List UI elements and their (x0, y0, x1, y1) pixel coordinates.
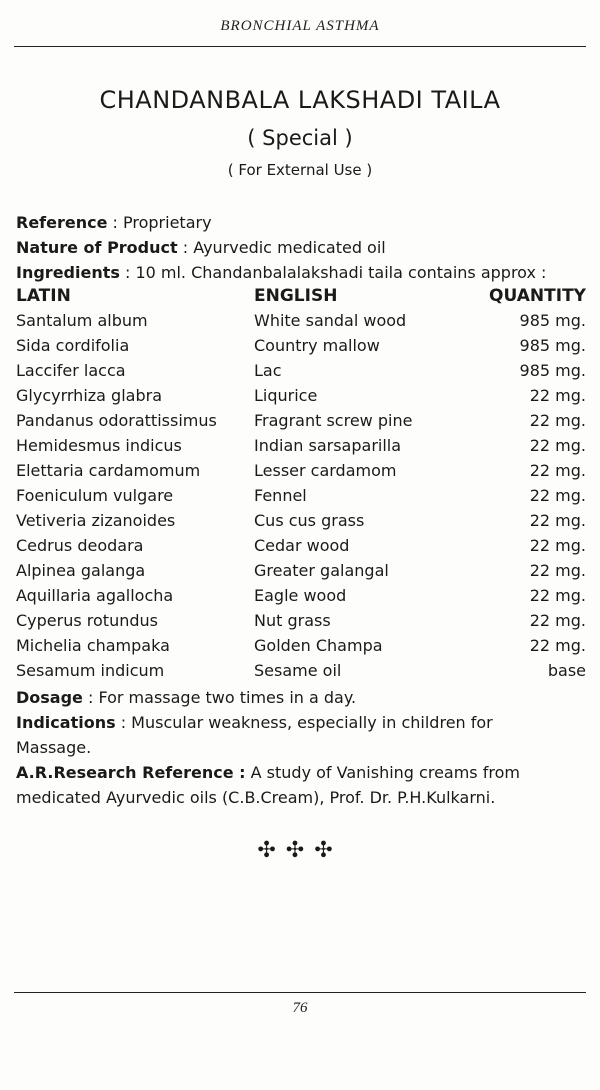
dosage-label: Dosage (16, 688, 83, 707)
latin-name: Alpinea galanga (16, 561, 146, 580)
english-name: White sandal wood (254, 311, 407, 330)
english-name: Fennel (254, 486, 307, 505)
quantity: 22 mg. (529, 636, 586, 655)
bottom-rule (14, 992, 586, 993)
table-row (16, 461, 586, 486)
quantity: 22 mg. (529, 611, 586, 630)
table-row (16, 586, 586, 611)
page-subtitle: ( Special ) (247, 126, 353, 150)
nature-label: Nature of Product (16, 238, 178, 257)
research-line (16, 763, 520, 782)
page-number: 76 (292, 1000, 308, 1016)
ingredients-line (16, 263, 546, 282)
ingredients-label: Ingredients (16, 263, 120, 282)
quantity: 22 mg. (529, 461, 586, 480)
latin-name: Michelia champaka (16, 636, 170, 655)
latin-name: Cyperus rotundus (16, 611, 158, 630)
nature-line (16, 238, 386, 257)
quantity: 22 mg. (529, 536, 586, 555)
english-name: Fragrant screw pine (254, 411, 413, 430)
header-latin: LATIN (16, 286, 71, 306)
quantity: 22 mg. (529, 511, 586, 530)
reference-value: : Proprietary (107, 213, 212, 232)
latin-name: Glycyrrhiza glabra (16, 386, 162, 405)
english-name: Indian sarsaparilla (254, 436, 402, 455)
quantity: 985 mg. (519, 336, 586, 355)
dosage-value: : For massage two times in a day. (82, 688, 357, 707)
usage-note: ( For External Use ) (227, 161, 373, 179)
research-label: A.R.Research Reference : (16, 763, 246, 782)
reference-label: Reference (16, 213, 108, 232)
table-row (16, 486, 586, 511)
table-row (16, 561, 586, 586)
table-row (16, 436, 586, 461)
latin-name: Hemidesmus indicus (16, 436, 182, 455)
indications-line (16, 713, 493, 732)
english-name: Nut grass (254, 611, 331, 630)
table-row (16, 386, 586, 411)
quantity: 22 mg. (529, 486, 586, 505)
latin-name: Elettaria cardamomum (16, 461, 201, 480)
latin-name: Sesamum indicum (16, 661, 165, 680)
english-name: Lac (254, 361, 282, 380)
latin-name: Cedrus deodara (16, 536, 144, 555)
ingredients-table (16, 286, 586, 686)
header-quantity: QUANTITY (489, 286, 586, 306)
table-row (16, 411, 586, 436)
english-name: Eagle wood (254, 586, 347, 605)
english-name: Lesser cardamom (254, 461, 397, 480)
running-head: BRONCHIAL ASTHMA (220, 18, 380, 34)
quantity: 22 mg. (529, 586, 586, 605)
quantity: 22 mg. (529, 561, 586, 580)
english-name: Cedar wood (254, 536, 350, 555)
table-row (16, 361, 586, 386)
ornament-divider: ✣✣✣ (257, 838, 343, 863)
english-name: Country mallow (254, 336, 380, 355)
top-rule (14, 46, 586, 47)
quantity: base (547, 661, 586, 680)
latin-name: Foeniculum vulgare (16, 486, 174, 505)
ingredients-value: : 10 ml. Chandanbalalakshadi taila contains approx : (119, 263, 547, 282)
table-header-row (16, 286, 586, 311)
latin-name: Laccifer lacca (16, 361, 126, 380)
table-row (16, 611, 586, 636)
page-title: CHANDANBALA LAKSHADI TAILA (99, 86, 501, 114)
english-name: Cus cus grass (254, 511, 365, 530)
quantity: 985 mg. (519, 361, 586, 380)
quantity: 985 mg. (519, 311, 586, 330)
nature-value: : Ayurvedic medicated oil (177, 238, 386, 257)
english-name: Liqurice (254, 386, 318, 405)
english-name: Sesame oil (254, 661, 342, 680)
latin-name: Pandanus odorattissimus (16, 411, 217, 430)
latin-name: Sida cordifolia (16, 336, 130, 355)
header-english: ENGLISH (254, 286, 338, 306)
quantity: 22 mg. (529, 436, 586, 455)
table-row (16, 511, 586, 536)
latin-name: Aquillaria agallocha (16, 586, 174, 605)
research-value: A study of Vanishing creams from (245, 763, 520, 782)
indications-continuation: Massage. (16, 738, 92, 757)
table-row (16, 661, 586, 686)
quantity: 22 mg. (529, 386, 586, 405)
table-row (16, 536, 586, 561)
research-continuation: medicated Ayurvedic oils (C.B.Cream), Prof. Dr. P.H.Kulkarni. (16, 788, 496, 807)
english-name: Greater galangal (254, 561, 389, 580)
table-row (16, 311, 586, 336)
reference-line (16, 213, 212, 232)
indications-label: Indications (16, 713, 116, 732)
latin-name: Santalum album (16, 311, 148, 330)
table-row (16, 636, 586, 661)
quantity: 22 mg. (529, 411, 586, 430)
indications-value: : Muscular weakness, especially in children for (115, 713, 493, 732)
dosage-line (16, 688, 356, 707)
english-name: Golden Champa (254, 636, 383, 655)
table-row (16, 336, 586, 361)
latin-name: Vetiveria zizanoides (16, 511, 176, 530)
